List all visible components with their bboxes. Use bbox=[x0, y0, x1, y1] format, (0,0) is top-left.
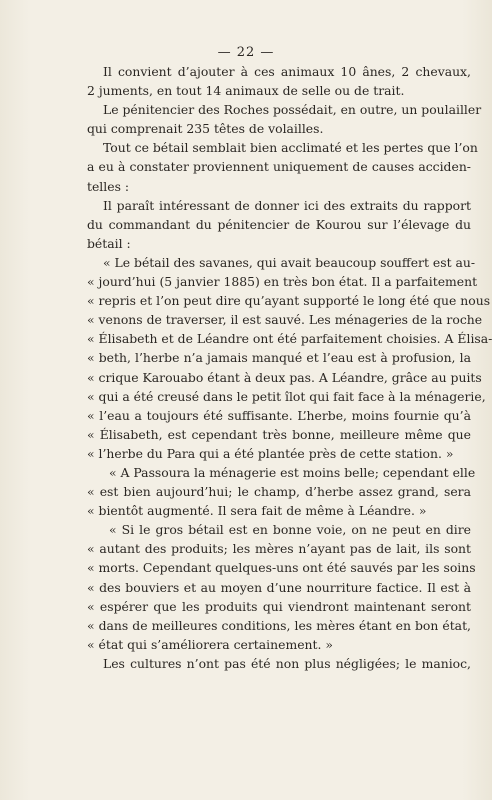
text-line: « Élisabeth et de Léandre ont été parfaitement choisies. A Élisa- bbox=[87, 331, 492, 347]
text-line: « repris et l’on peut dire qu’ayant supporté le long été que nous bbox=[87, 293, 491, 309]
text-line: telles : bbox=[87, 178, 130, 194]
body-text bbox=[87, 62, 492, 673]
text-line: « état qui s’améliorera certainement. » bbox=[87, 636, 333, 652]
text-line: 2 juments, en tout 14 animaux de selle ou de trait. bbox=[87, 83, 405, 99]
text-line: « bientôt augmenté. Il sera fait de même à Léandre. » bbox=[87, 503, 427, 519]
page-number: — 22 — bbox=[217, 45, 275, 60]
text-line: « Le bétail des savanes, qui avait beaucoup souffert est au- bbox=[103, 254, 476, 270]
text-line: « l’herbe du Para qui a été plantée près de cette station. » bbox=[87, 445, 454, 461]
text-line: « venons de traverser, il est sauvé. Les ménageries de la roche bbox=[87, 312, 483, 328]
text-line: « des bouviers et au moyen d’une nourriture factice. Il est à bbox=[87, 579, 471, 595]
text-line: « autant des produits; les mères n’ayant pas de lait, ils sont bbox=[87, 541, 471, 557]
text-line: Il paraît intéressant de donner ici des extraits du rapport bbox=[103, 197, 471, 213]
text-line: Tout ce bétail semblait bien acclimaté et les pertes que l’on bbox=[103, 140, 478, 156]
text-line: « Si le gros bétail est en bonne voie, on ne peut en dire bbox=[109, 522, 471, 538]
text-line: « morts. Cependant quelques-uns ont été sauvés par les soins bbox=[87, 560, 476, 576]
text-line: « A Passoura la ménagerie est moins belle; cependant elle bbox=[109, 464, 476, 480]
text-line: « espérer que les produits qui viendront maintenant seront bbox=[87, 598, 471, 614]
text-line: « beth, l’herbe n’a jamais manqué et l’eau est à profusion, la bbox=[87, 350, 471, 366]
text-line: « est bien aujourd’hui; le champ, d’herbe assez grand, sera bbox=[87, 484, 471, 500]
text-line: Le pénitencier des Roches possédait, en outre, un poulailler bbox=[103, 102, 482, 118]
text-line: « jourd’hui (5 janvier 1885) en très bon état. Il a parfaitement bbox=[87, 274, 478, 290]
text-line: « l’eau a toujours été suffisante. L’herbe, moins fournie qu’à bbox=[87, 407, 471, 423]
text-line: bétail : bbox=[87, 235, 131, 251]
text-line: qui comprenait 235 têtes de volailles. bbox=[87, 121, 324, 137]
text-line: du commandant du pénitencier de Kourou sur l’élevage du bbox=[87, 216, 471, 232]
text-line: « qui a été creusé dans le petit îlot qui fait face à la ménagerie, bbox=[87, 388, 486, 404]
text-line: « crique Karouabo étant à deux pas. A Léandre, grâce au puits bbox=[87, 369, 482, 385]
text-line: a eu à constater proviennent uniquement de causes acciden- bbox=[87, 159, 471, 175]
text-line: « dans de meilleures conditions, les mères étant en bon état, bbox=[87, 617, 471, 633]
text-line: Il convient d’ajouter à ces animaux 10 ânes, 2 chevaux, bbox=[103, 64, 471, 79]
text-line: « Élisabeth, est cependant très bonne, meilleure même que bbox=[87, 426, 471, 442]
text-line: Les cultures n’ont pas été non plus négligées; le manioc, bbox=[103, 655, 471, 671]
